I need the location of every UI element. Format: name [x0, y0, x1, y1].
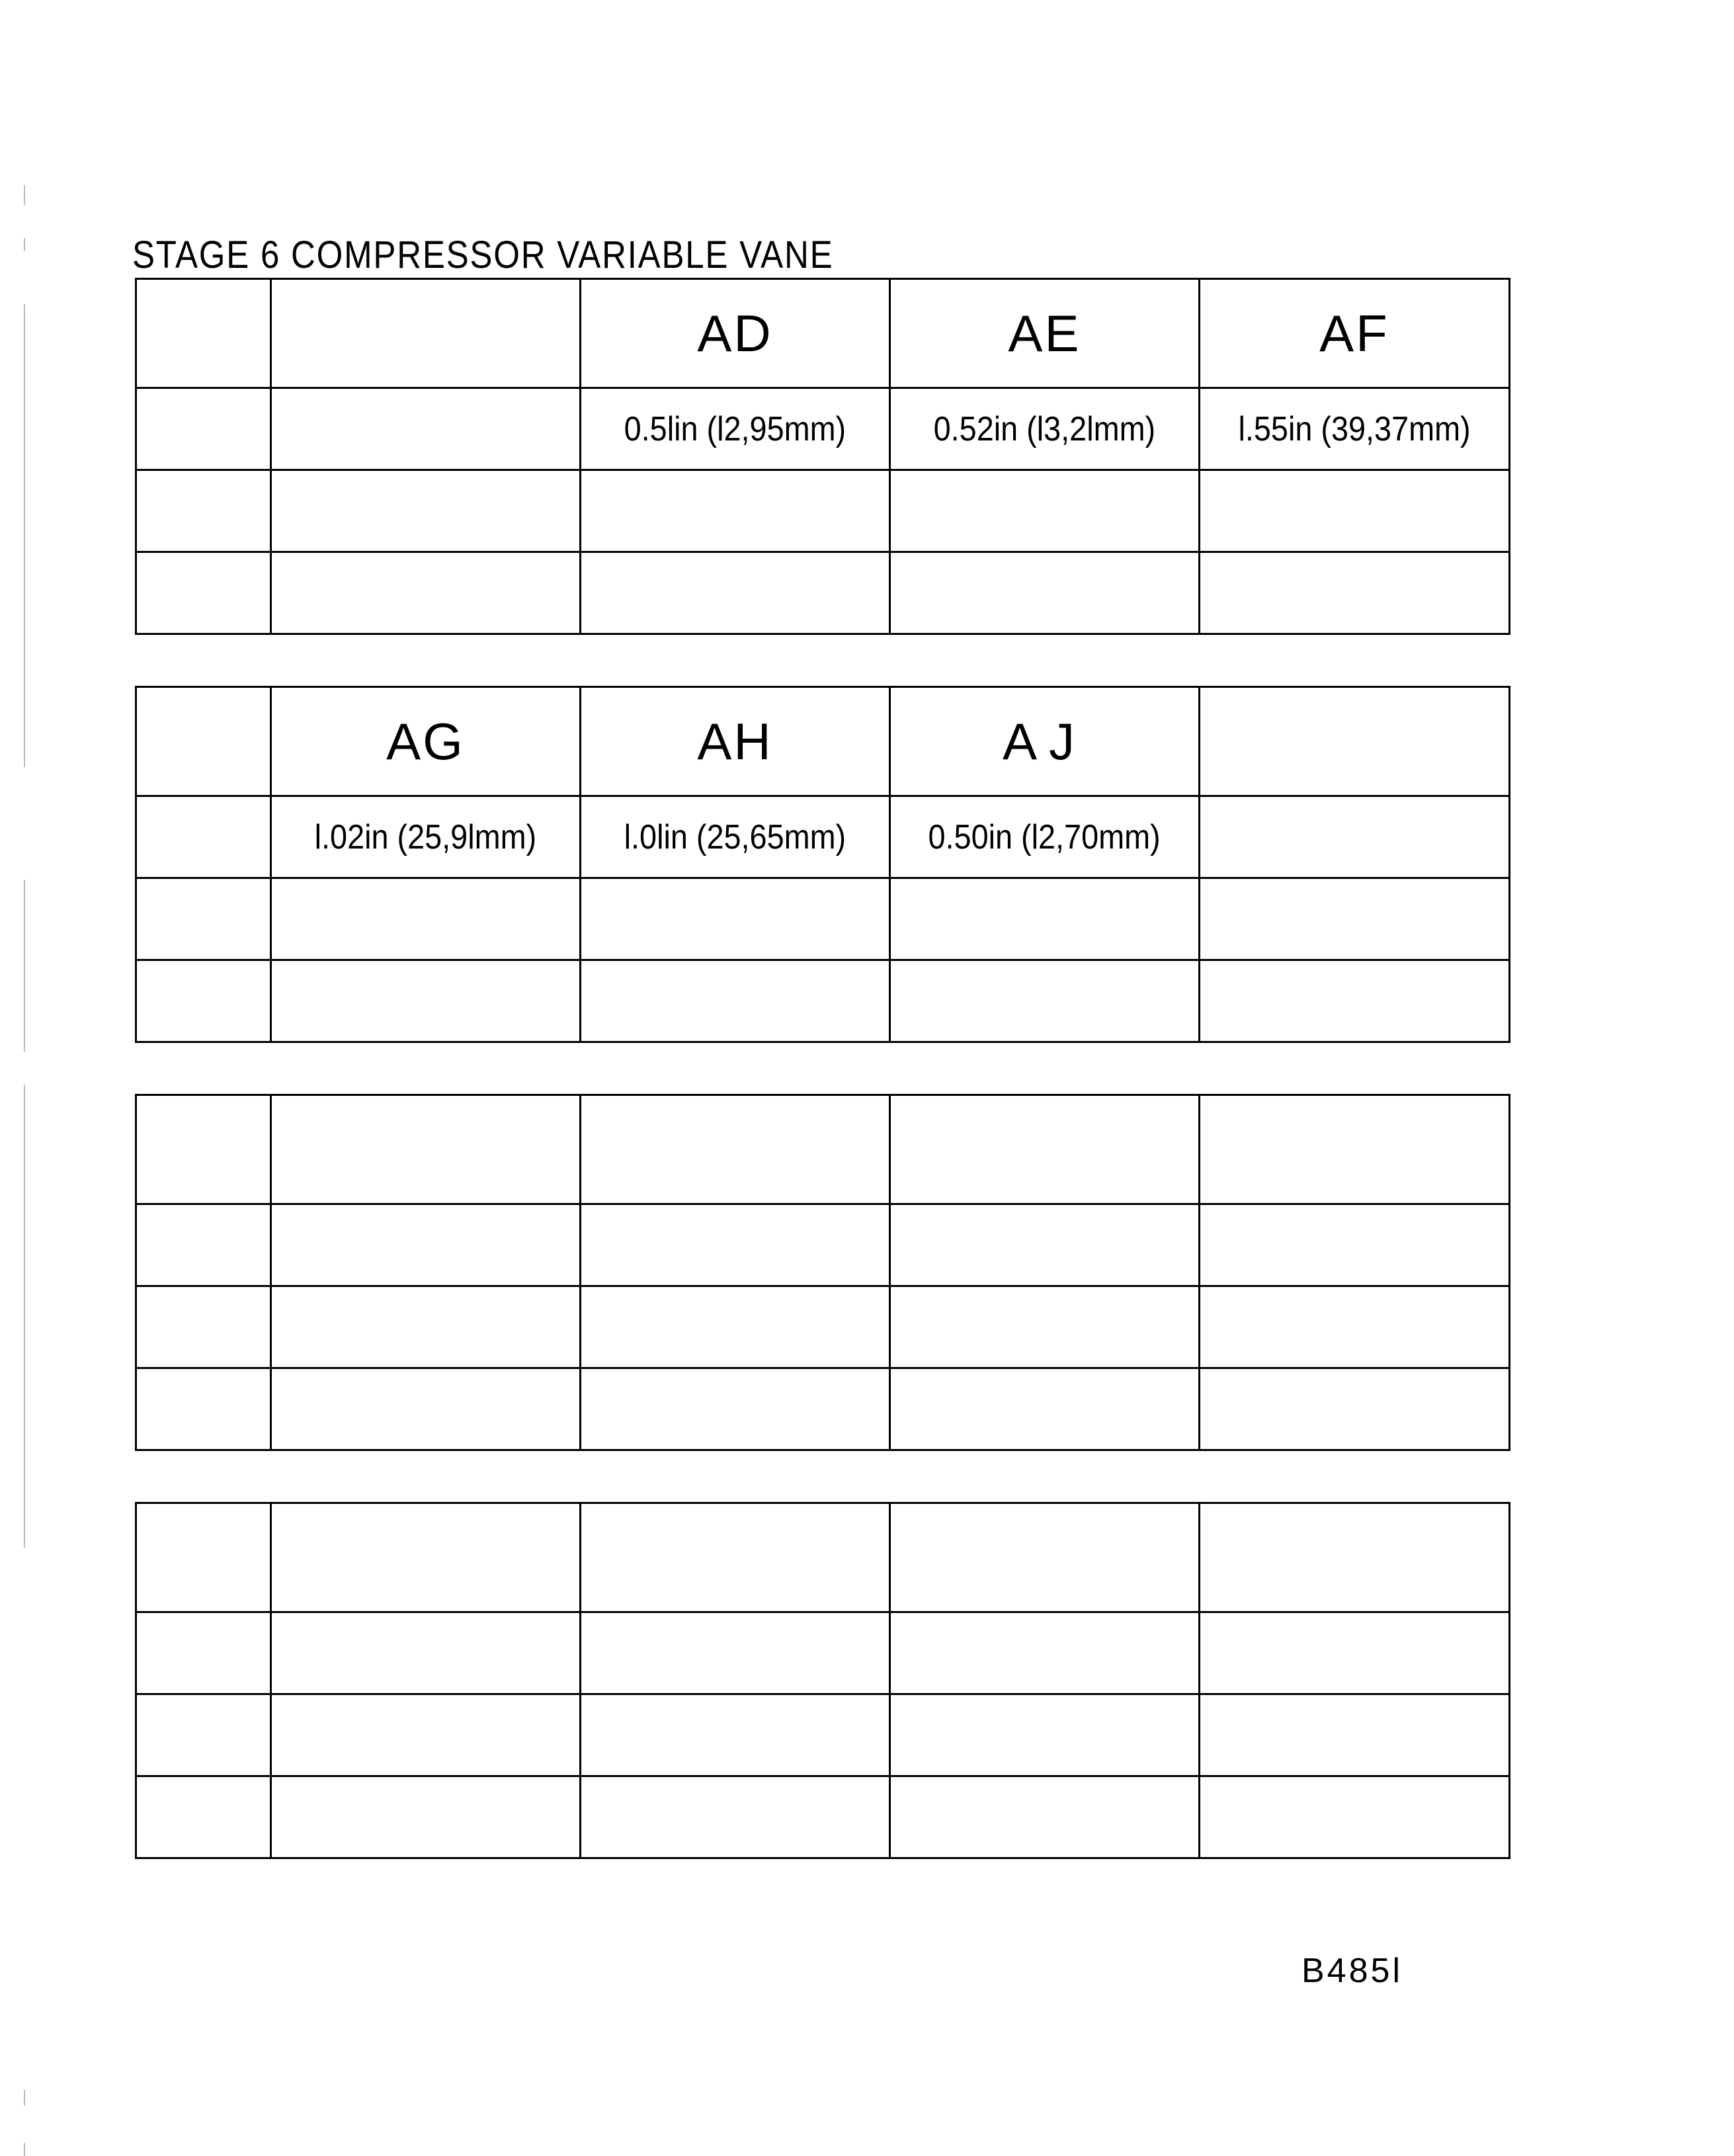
table-row [136, 1612, 1510, 1694]
table-row [136, 1286, 1510, 1368]
value-cell-ad [581, 388, 890, 470]
table-cell [136, 960, 271, 1042]
table-cell [1200, 878, 1510, 960]
table-cell [1200, 796, 1510, 878]
table-cell [1200, 1095, 1510, 1204]
table-cell [581, 1612, 890, 1694]
value-cell-ah [581, 796, 890, 878]
table-cell [581, 1286, 890, 1368]
table-cell [581, 1204, 890, 1286]
table-cell [271, 960, 581, 1042]
column-header-ag [271, 687, 581, 796]
table-cell [271, 1286, 581, 1368]
table-cell [136, 796, 271, 878]
value-text: l.55in (39,37mm) [1238, 409, 1471, 448]
value-text: 0.50in (l2,70mm) [928, 817, 1161, 856]
page-title: STAGE 6 COMPRESSOR VARIABLE VANE [132, 233, 834, 276]
table-cell [1200, 1694, 1510, 1776]
table-cell [271, 878, 581, 960]
table-cell [136, 552, 271, 634]
table-cell [136, 878, 271, 960]
table-cell [890, 1204, 1200, 1286]
figure-reference: B485l [1301, 1952, 1403, 1990]
table-row [136, 388, 1510, 470]
table-cell [271, 279, 581, 388]
table-row [136, 796, 1510, 878]
table-cell [890, 470, 1200, 552]
table-cell [136, 1286, 271, 1368]
table-header-row [136, 1503, 1510, 1612]
value-cell-af [1200, 388, 1510, 470]
table-cell [136, 687, 271, 796]
table-cell [136, 279, 271, 388]
value-text: l.02in (25,9lmm) [314, 817, 537, 856]
table-cell [136, 1368, 271, 1450]
table-row [136, 1368, 1510, 1450]
table-cell [271, 1503, 581, 1612]
header-label: AJ [1002, 712, 1087, 770]
vane-table-3 [135, 1094, 1510, 1451]
table-cell [271, 1204, 581, 1286]
table-cell [271, 470, 581, 552]
table-cell [1200, 1503, 1510, 1612]
value-cell-ag [271, 796, 581, 878]
header-label: AE [1008, 304, 1081, 362]
column-header-af [1200, 279, 1510, 388]
table-cell [136, 388, 271, 470]
table-cell [136, 470, 271, 552]
table-cell [271, 1095, 581, 1204]
table-cell [890, 1368, 1200, 1450]
table-cell [1200, 1776, 1510, 1858]
header-label: AH [697, 712, 773, 770]
table-cell [890, 1776, 1200, 1858]
table-cell [581, 1776, 890, 1858]
table-cell [271, 1368, 581, 1450]
table-cell [1200, 1368, 1510, 1450]
column-header-ah [581, 687, 890, 796]
value-cell-ae [890, 388, 1200, 470]
table-row [136, 1204, 1510, 1286]
vane-table-4 [135, 1502, 1510, 1859]
header-label: AD [697, 304, 773, 362]
column-header-aj [890, 687, 1200, 796]
table-cell [890, 1612, 1200, 1694]
table-cell [271, 1612, 581, 1694]
table-cell [581, 878, 890, 960]
vane-table-1 [135, 278, 1510, 635]
column-header-ad [581, 279, 890, 388]
table-header-row [136, 1095, 1510, 1204]
table-row [136, 960, 1510, 1042]
table-cell [271, 552, 581, 634]
table-cell [1200, 552, 1510, 634]
header-label: AG [386, 712, 465, 770]
table-header-row [136, 279, 1510, 388]
value-text: 0.5lin (l2,95mm) [624, 409, 846, 448]
table-cell [1200, 470, 1510, 552]
table-cell [890, 1503, 1200, 1612]
table-cell [1200, 1286, 1510, 1368]
table-cell [581, 1368, 890, 1450]
table-cell [890, 1286, 1200, 1368]
table-cell [890, 552, 1200, 634]
table-cell [581, 1503, 890, 1612]
table-cell [1200, 960, 1510, 1042]
table-cell [890, 1095, 1200, 1204]
table-row [136, 470, 1510, 552]
table-cell [1200, 1204, 1510, 1286]
table-cell [136, 1776, 271, 1858]
table-cell [890, 960, 1200, 1042]
table-row [136, 878, 1510, 960]
table-cell [581, 1694, 890, 1776]
table-cell [581, 470, 890, 552]
table-cell [581, 1095, 890, 1204]
table-header-row [136, 687, 1510, 796]
table-cell [271, 388, 581, 470]
column-header-ae [890, 279, 1200, 388]
table-cell [1200, 687, 1510, 796]
table-row [136, 1694, 1510, 1776]
table-cell [136, 1095, 271, 1204]
header-label: AF [1319, 304, 1389, 362]
table-cell [581, 960, 890, 1042]
table-row [136, 1776, 1510, 1858]
value-text: l.0lin (25,65mm) [624, 817, 846, 856]
table-cell [136, 1204, 271, 1286]
scan-edge-marks [24, 185, 26, 1997]
table-cell [581, 552, 890, 634]
table-cell [136, 1694, 271, 1776]
table-cell [271, 1776, 581, 1858]
table-cell [136, 1503, 271, 1612]
vane-table-2 [135, 686, 1510, 1043]
value-cell-aj [890, 796, 1200, 878]
table-cell [271, 1694, 581, 1776]
table-row [136, 552, 1510, 634]
table-cell [890, 878, 1200, 960]
table-cell [1200, 1612, 1510, 1694]
table-cell [890, 1694, 1200, 1776]
table-cell [136, 1612, 271, 1694]
value-text: 0.52in (l3,2lmm) [933, 409, 1156, 448]
